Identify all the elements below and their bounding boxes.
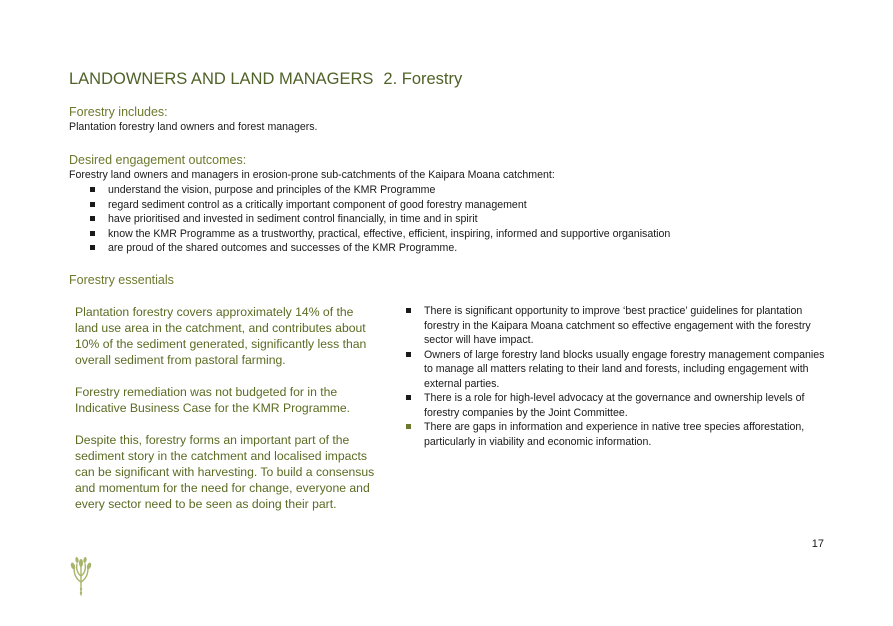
outcomes-list [108,183,670,256]
essentials-paragraph: Forestry remediation was not budgeted for in the Indicative Business Case for the KMR Programme. [75,385,351,415]
list-item: have prioritised and invested in sediment control financially, in time and in spirit [108,212,670,227]
essentials-left-column [75,304,375,528]
essentials-paragraph: Plantation forestry covers approximately 14% of the land use area in the catchment, and contributes about 10% of the sediment generated, significantly less than overall sediment from pastoral farming. [75,305,367,367]
essentials-bullet-list [424,304,834,449]
bullet-square-icon [406,352,411,357]
bullet-square-icon [90,202,95,207]
essentials-right-column [424,304,834,449]
outcomes-heading: Desired engagement outcomes: [69,153,247,167]
list-item: There are gaps in information and experience in native tree species afforestation, particularly in viability and economic information. [424,420,834,449]
page-number: 17 [811,538,824,550]
list-item: regard sediment control as a critically important component of good forestry management [108,198,670,213]
list-item: know the KMR Programme as a trustworthy, practical, effective, efficient, inspiring, informed and supportive organisation [108,227,670,242]
fern-logo-icon [66,552,96,601]
includes-text: Plantation forestry land owners and forest managers. [69,121,318,133]
list-item: understand the vision, purpose and principles of the KMR Programme [108,183,670,198]
includes-heading: Forestry includes: [69,105,168,119]
list-item: Owners of large forestry land blocks usually engage forestry management companies to manage all matters relating to their land and forests, including engagement with external parties. [424,348,834,392]
bullet-square-icon [90,245,95,250]
bullet-square-icon [90,216,95,221]
bullet-square-icon [406,424,411,429]
list-item: There is significant opportunity to improve ‘best practice’ guidelines for plantation forestry in the Kaipara Moana catchment so effective engagement with the forestry sector will have impact. [424,304,834,348]
bullet-square-icon [90,231,95,236]
bullet-square-icon [406,308,411,313]
page-title-sub: 2. Forestry [383,70,463,88]
bullet-square-icon [90,187,95,192]
bullet-square-icon [406,395,411,400]
page-title [69,70,462,89]
essentials-paragraph: Despite this, forestry forms an important part of the sediment story in the catchment and localised impacts can be significant with harvesting. To build a consensus and momentum for the need for change, everyone and every sector need to be seen as doing their part. [75,433,375,511]
page-title-main: LANDOWNERS AND LAND MANAGERS [69,70,374,88]
list-item: There is a role for high-level advocacy at the governance and ownership levels of forestry companies by the Joint Committee. [424,391,834,420]
list-item: are proud of the shared outcomes and successes of the KMR Programme. [108,241,670,256]
outcomes-intro: Forestry land owners and managers in erosion-prone sub-catchments of the Kaipara Moana catchment: [69,169,555,181]
essentials-heading: Forestry essentials [69,273,174,287]
